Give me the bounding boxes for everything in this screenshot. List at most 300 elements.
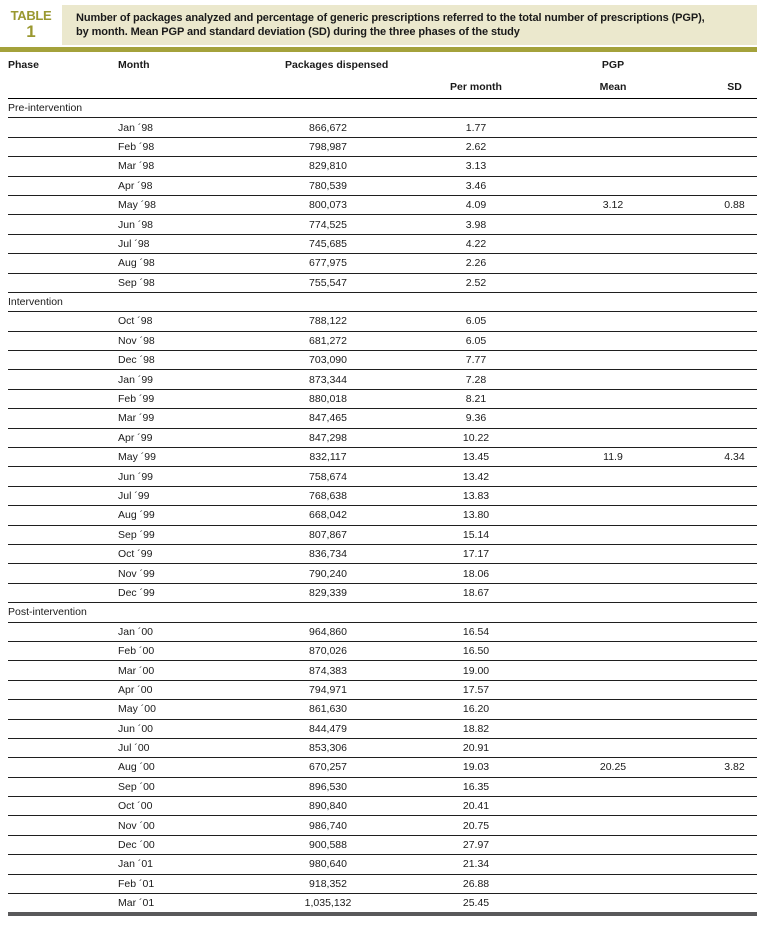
table-row [8, 874, 757, 893]
header-row-2 [8, 76, 757, 99]
cell-sd [700, 486, 757, 505]
cell-phase-empty [8, 700, 118, 719]
cell-packages: 870,026 [309, 645, 347, 658]
cell-packages: 677,975 [309, 257, 347, 270]
header-spacer-1 [426, 53, 526, 76]
cell-per-month: 10.22 [462, 431, 490, 444]
cell-month: Jan ´00 [118, 625, 154, 638]
cell-month: Sep ´00 [118, 780, 155, 793]
cell-packages: 980,640 [309, 858, 347, 871]
cell-month: Dec ´99 [118, 586, 155, 599]
cell-phase-empty [8, 738, 118, 757]
cell-sd [700, 273, 757, 292]
section-row [8, 99, 757, 118]
cell-per-month: 13.42 [462, 470, 490, 483]
cell-month: May ´98 [118, 199, 156, 212]
cell-packages: 900,588 [309, 839, 347, 852]
table-header [8, 53, 757, 99]
header-row-1 [8, 53, 757, 76]
cell-mean [526, 331, 700, 350]
table-row [8, 370, 757, 389]
cell-phase-empty [8, 176, 118, 195]
table-row [8, 118, 757, 137]
cell-mean [526, 680, 700, 699]
cell-mean [526, 467, 700, 486]
cell-mean [526, 389, 700, 408]
cell-packages: 880,018 [309, 393, 347, 406]
cell-sd [700, 409, 757, 428]
cell-packages: 847,465 [309, 412, 347, 425]
badge-number: 1 [26, 22, 36, 41]
phase-label: Post-intervention [8, 606, 87, 619]
cell-month: Nov ´00 [118, 819, 155, 832]
col-header-month: Month [118, 58, 150, 71]
cell-packages: 896,530 [309, 780, 347, 793]
cell-month: May ´99 [118, 451, 156, 464]
cell-packages: 890,840 [309, 800, 347, 813]
cell-packages: 836,734 [309, 548, 347, 561]
cell-packages: 986,740 [309, 819, 347, 832]
cell-per-month: 18.67 [462, 586, 490, 599]
cell-sd [700, 137, 757, 156]
cell-sd [700, 797, 757, 816]
cell-month: Mar ´99 [118, 412, 155, 425]
cell-phase-empty [8, 351, 118, 370]
cell-per-month: 7.77 [465, 354, 487, 367]
cell-packages: 788,122 [309, 315, 347, 328]
cell-phase-empty [8, 544, 118, 563]
cell-sd [700, 855, 757, 874]
cell-phase-empty [8, 874, 118, 893]
cell-packages: 829,810 [309, 160, 347, 173]
cell-sd [700, 428, 757, 447]
cell-phase-empty [8, 797, 118, 816]
table-title-line1: Number of packages analyzed and percentage of generic prescriptions referred to the total number of prescriptions (PGP), [76, 12, 705, 24]
cell-phase-empty [8, 409, 118, 428]
cell-sd [700, 467, 757, 486]
table-row [8, 622, 757, 641]
cell-packages: 758,674 [309, 470, 347, 483]
cell-packages: 853,306 [309, 742, 347, 755]
cell-per-month: 8.21 [465, 393, 487, 406]
cell-packages: 670,257 [309, 761, 347, 774]
cell-phase-empty [8, 564, 118, 583]
cell-mean [526, 564, 700, 583]
cell-mean [526, 855, 700, 874]
cell-per-month: 13.83 [462, 490, 490, 502]
cell-sd [700, 544, 757, 563]
cell-phase-empty [8, 680, 118, 699]
cell-per-month: 16.54 [462, 625, 490, 638]
cell-per-month: 20.91 [462, 742, 490, 755]
cell-phase-empty [8, 777, 118, 796]
cell-per-month: 18.82 [462, 722, 490, 735]
cell-month: Mar ´01 [118, 897, 155, 910]
cell-sd [700, 157, 757, 176]
table-row [8, 661, 757, 680]
cell-per-month: 3.46 [465, 179, 487, 192]
header-spacer-2 [700, 53, 757, 76]
cell-phase-empty [8, 622, 118, 641]
table-row [8, 525, 757, 544]
table-row [8, 486, 757, 505]
cell-mean [526, 137, 700, 156]
cell-phase-empty [8, 448, 118, 467]
cell-sd [700, 719, 757, 738]
table-row [8, 700, 757, 719]
table-row [8, 777, 757, 796]
table-row [8, 719, 757, 738]
cell-packages: 703,090 [309, 354, 347, 367]
cell-per-month: 13.45 [462, 451, 490, 464]
cell-month: Sep ´99 [118, 528, 155, 541]
table-row [8, 176, 757, 195]
cell-mean [526, 661, 700, 680]
table-row [8, 234, 757, 253]
cell-phase-empty [8, 273, 118, 292]
cell-packages: 768,638 [309, 490, 347, 502]
cell-per-month: 2.52 [465, 276, 487, 289]
cell-sd [700, 331, 757, 350]
cell-month: Mar ´98 [118, 160, 155, 173]
cell-phase-empty [8, 254, 118, 273]
cell-sd [700, 777, 757, 796]
cell-month: Jun ´99 [118, 470, 154, 483]
cell-mean [526, 835, 700, 854]
cell-month: Nov ´99 [118, 567, 155, 580]
cell-sd [700, 176, 757, 195]
table-body [8, 99, 757, 913]
cell-per-month: 20.75 [462, 819, 490, 832]
cell-sd [700, 351, 757, 370]
table-row [8, 137, 757, 156]
table-row [8, 544, 757, 563]
cell-per-month: 16.20 [462, 703, 490, 716]
cell-per-month: 18.06 [462, 567, 490, 580]
cell-packages: 847,298 [309, 431, 347, 444]
cell-sd [700, 874, 757, 893]
cell-month: Dec ´00 [118, 839, 155, 852]
cell-month: Apr ´99 [118, 431, 153, 444]
cell-phase-empty [8, 506, 118, 525]
cell-phase-empty [8, 215, 118, 234]
cell-per-month: 20.41 [462, 800, 490, 813]
cell-packages: 866,672 [309, 121, 347, 134]
cell-month: Jan ´99 [118, 373, 154, 386]
cell-packages: 873,344 [309, 373, 347, 386]
table-row [8, 738, 757, 757]
table-row [8, 273, 757, 292]
cell-per-month: 13.80 [462, 509, 490, 522]
cell-per-month: 6.05 [465, 334, 487, 347]
cell-mean [526, 157, 700, 176]
cell-per-month: 4.22 [465, 237, 487, 250]
cell-sd: 0.88 [724, 199, 745, 212]
cell-phase-empty [8, 157, 118, 176]
cell-sd [700, 215, 757, 234]
cell-packages: 745,685 [309, 237, 347, 250]
table-row [8, 680, 757, 699]
cell-month: Nov ´98 [118, 334, 155, 347]
col-header-sd: SD [700, 76, 757, 99]
cell-month: Jun ´98 [118, 218, 154, 231]
col-header-pgp: PGP [601, 58, 625, 71]
table-row [8, 835, 757, 854]
data-table [8, 53, 757, 912]
cell-phase-empty [8, 894, 118, 913]
cell-packages: 832,117 [309, 451, 347, 464]
phase-label: Intervention [8, 296, 63, 309]
table-masthead [0, 5, 757, 45]
cell-phase-empty [8, 525, 118, 544]
table-row [8, 331, 757, 350]
cell-sd [700, 118, 757, 137]
cell-sd [700, 370, 757, 389]
cell-sd [700, 389, 757, 408]
cell-packages: 755,547 [309, 276, 347, 289]
bottom-rule [8, 912, 757, 916]
cell-packages: 798,987 [309, 140, 347, 153]
cell-per-month: 3.98 [465, 218, 487, 231]
cell-mean [526, 370, 700, 389]
cell-sd [700, 564, 757, 583]
cell-per-month: 26.88 [462, 877, 490, 890]
cell-phase-empty [8, 389, 118, 408]
cell-month: Oct ´99 [118, 548, 153, 561]
cell-packages: 844,479 [309, 722, 347, 735]
cell-month: Dec ´98 [118, 354, 155, 367]
cell-phase-empty [8, 195, 118, 214]
cell-month: Jan ´01 [118, 858, 154, 871]
section-row [8, 603, 757, 622]
header-spacer-4 [118, 76, 230, 99]
badge-label: TABLE [10, 8, 52, 23]
cell-mean [526, 525, 700, 544]
cell-packages: 807,867 [309, 528, 347, 541]
table-title-line2: by month. Mean PGP and standard deviation (SD) during the three phases of the study [76, 25, 520, 38]
cell-per-month: 6.05 [465, 315, 487, 328]
cell-month: Jul ´99 [118, 490, 150, 502]
cell-month: Jul ´00 [118, 742, 150, 755]
table-row [8, 797, 757, 816]
table-title-box [62, 5, 757, 45]
cell-packages: 1,035,132 [304, 897, 352, 910]
cell-per-month: 16.35 [462, 780, 490, 793]
table-row [8, 215, 757, 234]
cell-packages: 668,042 [309, 509, 347, 522]
cell-per-month: 17.17 [462, 548, 490, 561]
table-row [8, 641, 757, 660]
cell-per-month: 16.50 [462, 645, 490, 658]
header-spacer-3 [8, 76, 118, 99]
cell-packages: 780,539 [309, 179, 347, 192]
cell-month: Jun ´00 [118, 722, 154, 735]
cell-sd [700, 254, 757, 273]
cell-month: Jul ´98 [118, 237, 150, 250]
cell-packages: 829,339 [309, 586, 347, 599]
cell-month: Oct ´00 [118, 800, 153, 813]
cell-month: Feb ´98 [118, 140, 155, 153]
cell-sd [700, 622, 757, 641]
col-header-mean: Mean [526, 76, 700, 99]
cell-packages: 800,073 [309, 199, 347, 212]
cell-mean [526, 118, 700, 137]
col-header-per-month: Per month [426, 76, 526, 99]
cell-month: Apr ´00 [118, 683, 153, 696]
cell-month: Apr ´98 [118, 179, 153, 192]
cell-phase-empty [8, 661, 118, 680]
cell-packages: 681,272 [309, 334, 347, 347]
header-spacer-5 [230, 76, 426, 99]
cell-phase-empty [8, 486, 118, 505]
cell-per-month: 25.45 [462, 897, 490, 910]
cell-mean [526, 583, 700, 602]
cell-phase-empty [8, 758, 118, 777]
table-row [8, 894, 757, 913]
cell-per-month: 19.03 [462, 761, 490, 774]
cell-phase-empty [8, 331, 118, 350]
cell-mean [526, 273, 700, 292]
phase-label: Pre-intervention [8, 102, 83, 115]
cell-per-month: 19.00 [462, 664, 490, 677]
table-row [8, 157, 757, 176]
cell-sd: 3.82 [724, 761, 745, 774]
cell-per-month: 7.28 [465, 373, 487, 386]
cell-sd [700, 525, 757, 544]
cell-phase-empty [8, 370, 118, 389]
cell-packages: 794,971 [309, 683, 347, 696]
cell-mean [526, 719, 700, 738]
cell-per-month: 3.13 [465, 160, 487, 173]
cell-month: Aug ´00 [118, 761, 155, 774]
cell-phase-empty [8, 137, 118, 156]
table-row [8, 758, 757, 777]
cell-mean [526, 894, 700, 913]
cell-sd [700, 680, 757, 699]
cell-sd [700, 700, 757, 719]
cell-per-month: 17.57 [462, 683, 490, 696]
col-header-phase: Phase [8, 58, 39, 71]
cell-mean [526, 797, 700, 816]
table-row [8, 816, 757, 835]
cell-mean: 3.12 [602, 199, 624, 212]
table-row [8, 254, 757, 273]
cell-phase-empty [8, 641, 118, 660]
cell-mean: 20.25 [599, 761, 627, 774]
cell-sd [700, 835, 757, 854]
cell-phase-empty [8, 719, 118, 738]
table-row [8, 583, 757, 602]
cell-phase-empty [8, 816, 118, 835]
cell-packages: 790,240 [309, 567, 347, 580]
cell-sd [700, 506, 757, 525]
cell-month: Aug ´98 [118, 257, 155, 270]
cell-mean [526, 874, 700, 893]
cell-mean [526, 700, 700, 719]
cell-mean [526, 351, 700, 370]
cell-sd: 4.34 [724, 451, 745, 464]
cell-per-month: 2.62 [465, 140, 487, 153]
cell-month: Jan ´98 [118, 121, 154, 134]
cell-mean [526, 234, 700, 253]
cell-month: Feb ´00 [118, 645, 155, 658]
cell-per-month: 4.09 [465, 199, 487, 212]
cell-per-month: 15.14 [462, 528, 490, 541]
cell-mean: 11.9 [603, 451, 623, 464]
accent-rule [0, 47, 757, 52]
cell-month: Oct ´98 [118, 315, 153, 328]
cell-sd [700, 816, 757, 835]
cell-phase-empty [8, 583, 118, 602]
table-row [8, 855, 757, 874]
cell-mean [526, 215, 700, 234]
cell-mean [526, 777, 700, 796]
cell-packages: 964,860 [309, 625, 347, 638]
cell-per-month: 2.26 [465, 257, 487, 270]
table-row [8, 409, 757, 428]
cell-sd [700, 738, 757, 757]
cell-month: Aug ´99 [118, 509, 155, 522]
cell-month: Sep ´98 [118, 276, 155, 289]
cell-month: Feb ´99 [118, 393, 155, 406]
cell-sd [700, 234, 757, 253]
cell-mean [526, 641, 700, 660]
cell-packages: 918,352 [309, 877, 347, 890]
cell-phase-empty [8, 118, 118, 137]
cell-sd [700, 661, 757, 680]
cell-per-month: 21.34 [462, 858, 490, 871]
cell-phase-empty [8, 855, 118, 874]
table-row [8, 195, 757, 214]
cell-mean [526, 816, 700, 835]
cell-per-month: 27.97 [462, 839, 490, 852]
table-row [8, 467, 757, 486]
cell-mean [526, 622, 700, 641]
cell-mean [526, 544, 700, 563]
col-header-packages: Packages dispensed [285, 58, 389, 71]
table-row [8, 389, 757, 408]
cell-mean [526, 409, 700, 428]
table-row [8, 506, 757, 525]
cell-sd [700, 894, 757, 913]
cell-mean [526, 428, 700, 447]
cell-month: Mar ´00 [118, 664, 155, 677]
cell-phase-empty [8, 835, 118, 854]
cell-packages: 861,630 [309, 703, 347, 716]
cell-mean [526, 506, 700, 525]
cell-phase-empty [8, 234, 118, 253]
cell-packages: 874,383 [309, 664, 347, 677]
section-row [8, 292, 757, 311]
table-row [8, 312, 757, 331]
cell-per-month: 1.77 [465, 121, 487, 134]
cell-phase-empty [8, 467, 118, 486]
table-row [8, 448, 757, 467]
cell-mean [526, 176, 700, 195]
cell-phase-empty [8, 428, 118, 447]
cell-per-month: 9.36 [465, 412, 487, 425]
cell-month: Feb ´01 [118, 877, 155, 890]
table-row [8, 564, 757, 583]
cell-mean [526, 738, 700, 757]
table-row [8, 428, 757, 447]
cell-phase-empty [8, 312, 118, 331]
cell-packages: 774,525 [309, 218, 347, 231]
cell-sd [700, 312, 757, 331]
cell-month: May ´00 [118, 703, 156, 716]
table-badge [0, 5, 62, 45]
cell-mean [526, 254, 700, 273]
